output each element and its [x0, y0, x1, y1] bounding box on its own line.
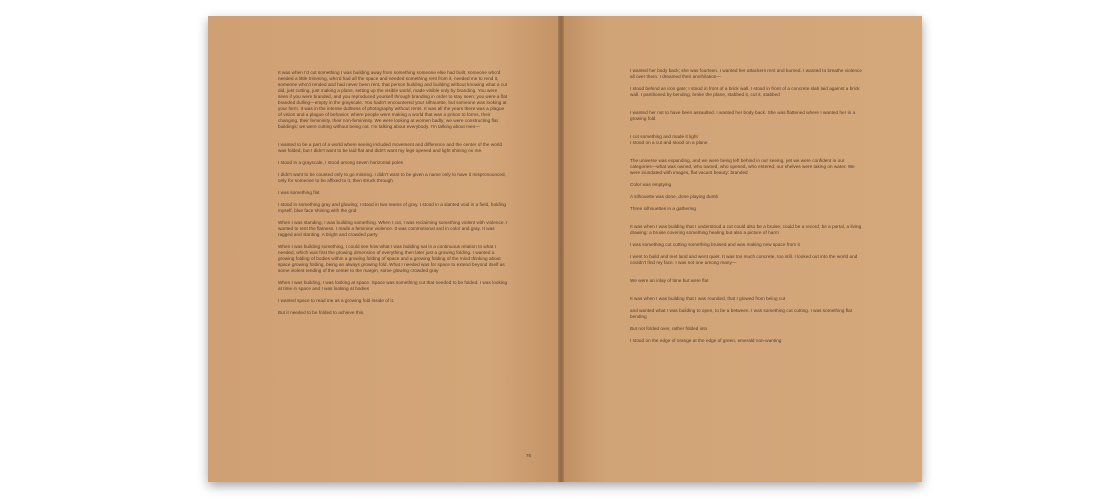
paragraph: I was something cut cutting something bruised and was making new space from it	[630, 242, 800, 247]
paragraph: It was when I was building that I was rounded, that I glowed from being cut	[630, 296, 786, 301]
page-number: 76	[526, 453, 532, 458]
paragraph: When I was building something, I could see how what I was building sat in a continuous relation to what I needed, which was first the growing dimension of everything then later just a growing folding. I wanted a growing folding of bodies within a growing folding of space and a growing folding of the mind thinking about space growing folding, being an always growing fold. What I needed was for space to extend beyond itself as some violent rending of the center to the margin, some glowing crowded gray	[278, 244, 507, 273]
open-book-spread	[208, 16, 922, 482]
paragraph: Three silhouettes in a gathering	[630, 206, 696, 211]
paragraph: It was when I was building that I understood a cut could also be a bruise; could be a record, be a portal, a living drawing: a bruise covering something healing but also a picture of harm	[630, 224, 863, 235]
paragraph: I stood in something gray and glowing; I stood in two reams of gray. I stood in a slanted void in a field, holding myself, blue face shining with the grid	[278, 202, 508, 213]
paragraph: I went to build and met land and went quiet. It was too much concrete, too still. I looked out into the world and couldn't find my face. I was not one among many—	[630, 254, 859, 265]
paragraph: But it needed to be folded to achieve this.	[278, 310, 365, 315]
paragraph: I wanted her not to have been assaulted. I wanted her body back. She was flattened where I wanted her in a growing fold	[630, 110, 857, 121]
paragraph: I was something flat	[278, 190, 320, 195]
paragraph: I stood on the edge of orange at the edge of green, emerald non-wanting	[630, 338, 782, 343]
paragraph: Color was emptying	[630, 182, 672, 187]
paragraph: I stood in a grayscale, I stood among seven horizontal poles	[278, 160, 404, 165]
paragraph: A silhouette was done, done playing dumb	[630, 194, 719, 199]
paragraph: I wanted space to read me as a growing fold inside of it.	[278, 298, 395, 303]
paragraph: I didn't want to be counted only to go missing. I didn't want to be given a name only to have it mispronounced, only for someone to be affixed to it, then struck through	[278, 172, 508, 183]
paragraph: I wanted her body back; she was fourteen. I wanted her attackers rent and burned. I wanted to breathe violence all over them. I dreamed their annihilation—	[630, 68, 864, 79]
left-text-column	[278, 70, 508, 316]
paragraph: and wanted what I was building to open, to be a between. I was something cut cutting. I was something flat bending	[630, 308, 854, 319]
left-page	[208, 16, 558, 482]
paragraph: But not folded over, rather folded into	[630, 326, 708, 331]
paragraph: The universe was expanding, and we were being left behind in our seeing, yet we were confident in our categories—what was owned, who owned, who opened, who entered; our shelves were taking on water. We were inundated with images, flat vacant beauty: branded	[630, 158, 857, 175]
right-text-column	[630, 68, 862, 344]
paragraph: I wanted to be a part of a world where seeing included movement and difference and the center of the world was folded, but I didn't want to be laid flat and didn't want my legs opened and light shining on me.	[278, 142, 504, 153]
right-page	[564, 16, 922, 482]
paragraph: I cut something and made it light I stood on a cut and stood on a plane	[630, 134, 708, 145]
paragraph: We were an inlay of time but were flat	[630, 278, 709, 283]
paragraph: When I was standing, I was building something. When I cut, I was reclaiming something violent with violence. I wanted to rent the flatness. I made a feminine violence. It was commotional and in color and gray. It was ragged and slanting. A bright and crowded party	[278, 220, 509, 237]
paragraph: It was when I'd cut something I was building away from something someone else had built, someone who'd needed a little trimming, who'd had all the space and needed something rent from it, needed me to rend it, someone who'd rended and had never been rent, that person building and building without knowing what a cut did, just cutting, just making a plane, setting up the visible world, made visible only by branding. You were seen if you were branded, and you reproduced yourself through branding in order to stay seen; you were a flat branded dulling—empty in the grayscale. You hadn't encountered your silhouette, but someone was looking at your form. It was in the intense dullness of photography without rents. It was all the years there was a plague of vision and a plague of behavior, where people were making a world that was a prison to forms, their changing, their femininity, their non-femininity. We were looking at women badly; we were constructing flat buildings; we were cutting without being cut. I'm talking about everybody. I'm talking about men—	[278, 70, 509, 129]
paragraph: I stood behind an iron gate; I stood in front of a brick wall. I stood in front of a concrete slab laid against a brick wall. I partitioned by bending, broke the plane, stabbed it, cut it, stabbed	[630, 86, 861, 97]
paragraph: When I was building, I was looking at space. Space was something cut that needed to be folded. I was looking at time in space and I was looking at bodies	[278, 280, 509, 291]
